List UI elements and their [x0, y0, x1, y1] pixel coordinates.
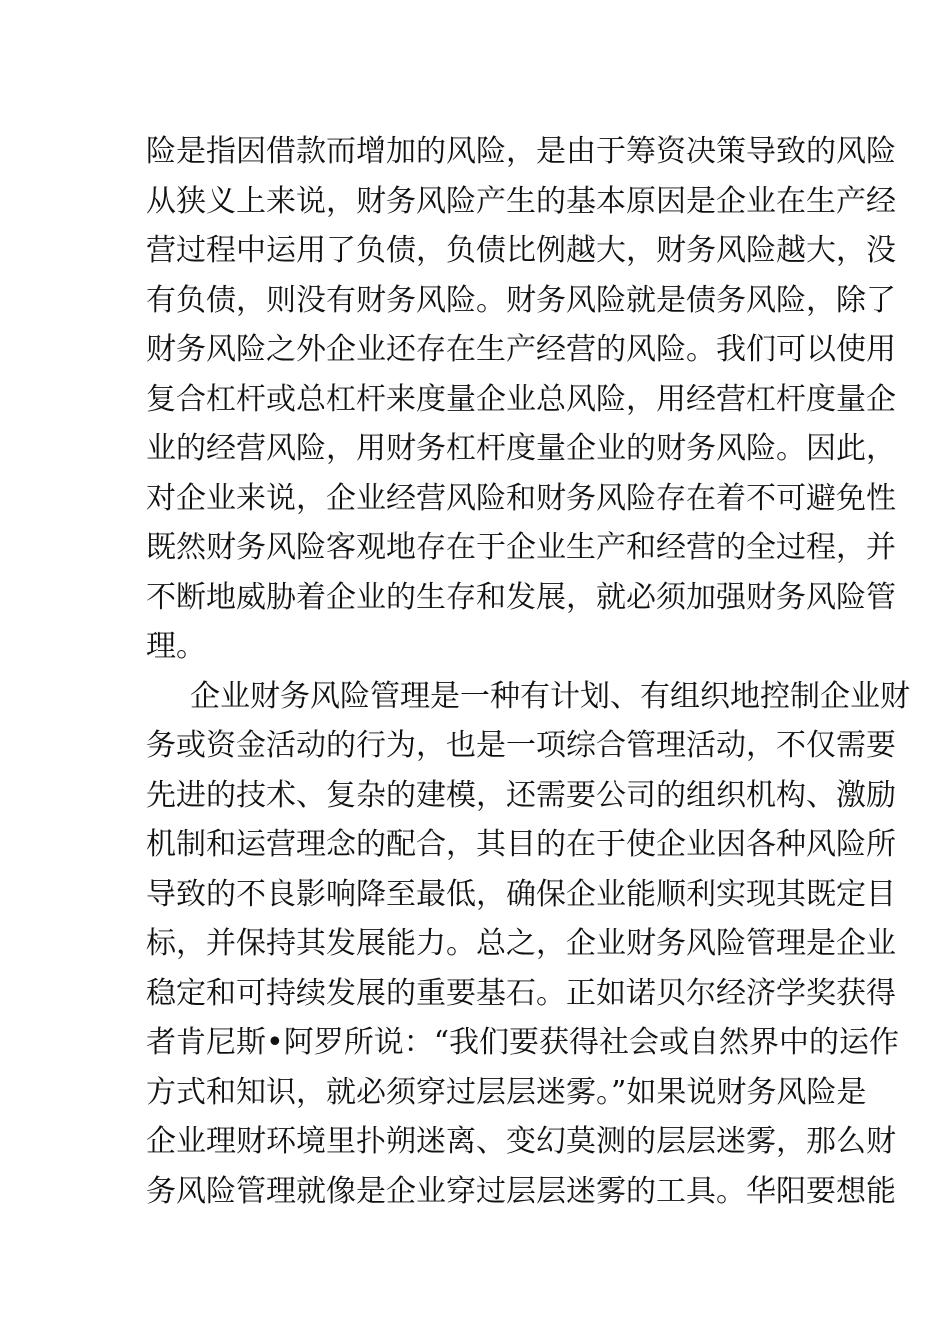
paragraph-first-line: 企业财务风险管理是一种有计划、有组织地控制企业财: [190, 678, 910, 714]
text-line: 稳定和可持续发展的重要基石。正如诺贝尔经济学奖获得: [146, 975, 896, 1011]
text-line: 理。: [146, 629, 206, 664]
body-text: [146, 127, 910, 1216]
text-line: 机制和运营理念的配合，其目的在于使企业因各种风险所: [146, 827, 896, 862]
text-line: 务或资金活动的行为，也是一项综合管理活动，不仅需要: [146, 728, 896, 763]
text-line: 复合杠杆或总杠杆来度量企业总风险，用经营杠杆度量企: [146, 381, 896, 417]
text-line: 险是指因借款而增加的风险，是由于筹资决策导致的风险: [146, 134, 896, 169]
text-line: 先进的技术、复杂的建模，还需要公司的组织机构、激励: [146, 777, 896, 813]
text-line: 既然财务风险客观地存在于企业生产和经营的全过程，并: [146, 530, 896, 565]
text-line: 者肯尼斯•阿罗所说：“我们要获得社会或自然界中的运作: [146, 1025, 900, 1060]
text-line: 财务风险之外企业还存在生产经营的风险。我们可以使用: [146, 332, 896, 367]
text-line: 不断地威胁着企业的生存和发展，就必须加强财务风险管: [146, 579, 896, 615]
text-line: 营过程中运用了负债，负债比例越大，财务风险越大，没: [146, 233, 896, 268]
text-line: 方式和知识，就必须穿过层层迷雾。”如果说财务风险是: [146, 1074, 867, 1110]
text-line: 有负债，则没有财务风险。财务风险就是债务风险，除了: [146, 282, 896, 318]
text-line: 从狭义上来说，财务风险产生的基本原因是企业在生产经: [146, 183, 896, 219]
text-line: 企业理财环境里扑朔迷离、变幻莫测的层层迷雾，那么财: [146, 1124, 896, 1159]
text-line: 对企业来说，企业经营风险和财务风险存在着不可避免性: [146, 480, 896, 516]
text-line: 业的经营风险，用财务杠杆度量企业的财务风险。因此，: [146, 431, 896, 466]
text-line: 标，并保持其发展能力。总之，企业财务风险管理是企业: [146, 926, 896, 961]
text-line: 务风险管理就像是企业穿过层层迷雾的工具。华阳要想能: [146, 1173, 896, 1209]
text-line: 导致的不良影响降至最低，确保企业能顺利实现其既定目: [146, 876, 896, 912]
